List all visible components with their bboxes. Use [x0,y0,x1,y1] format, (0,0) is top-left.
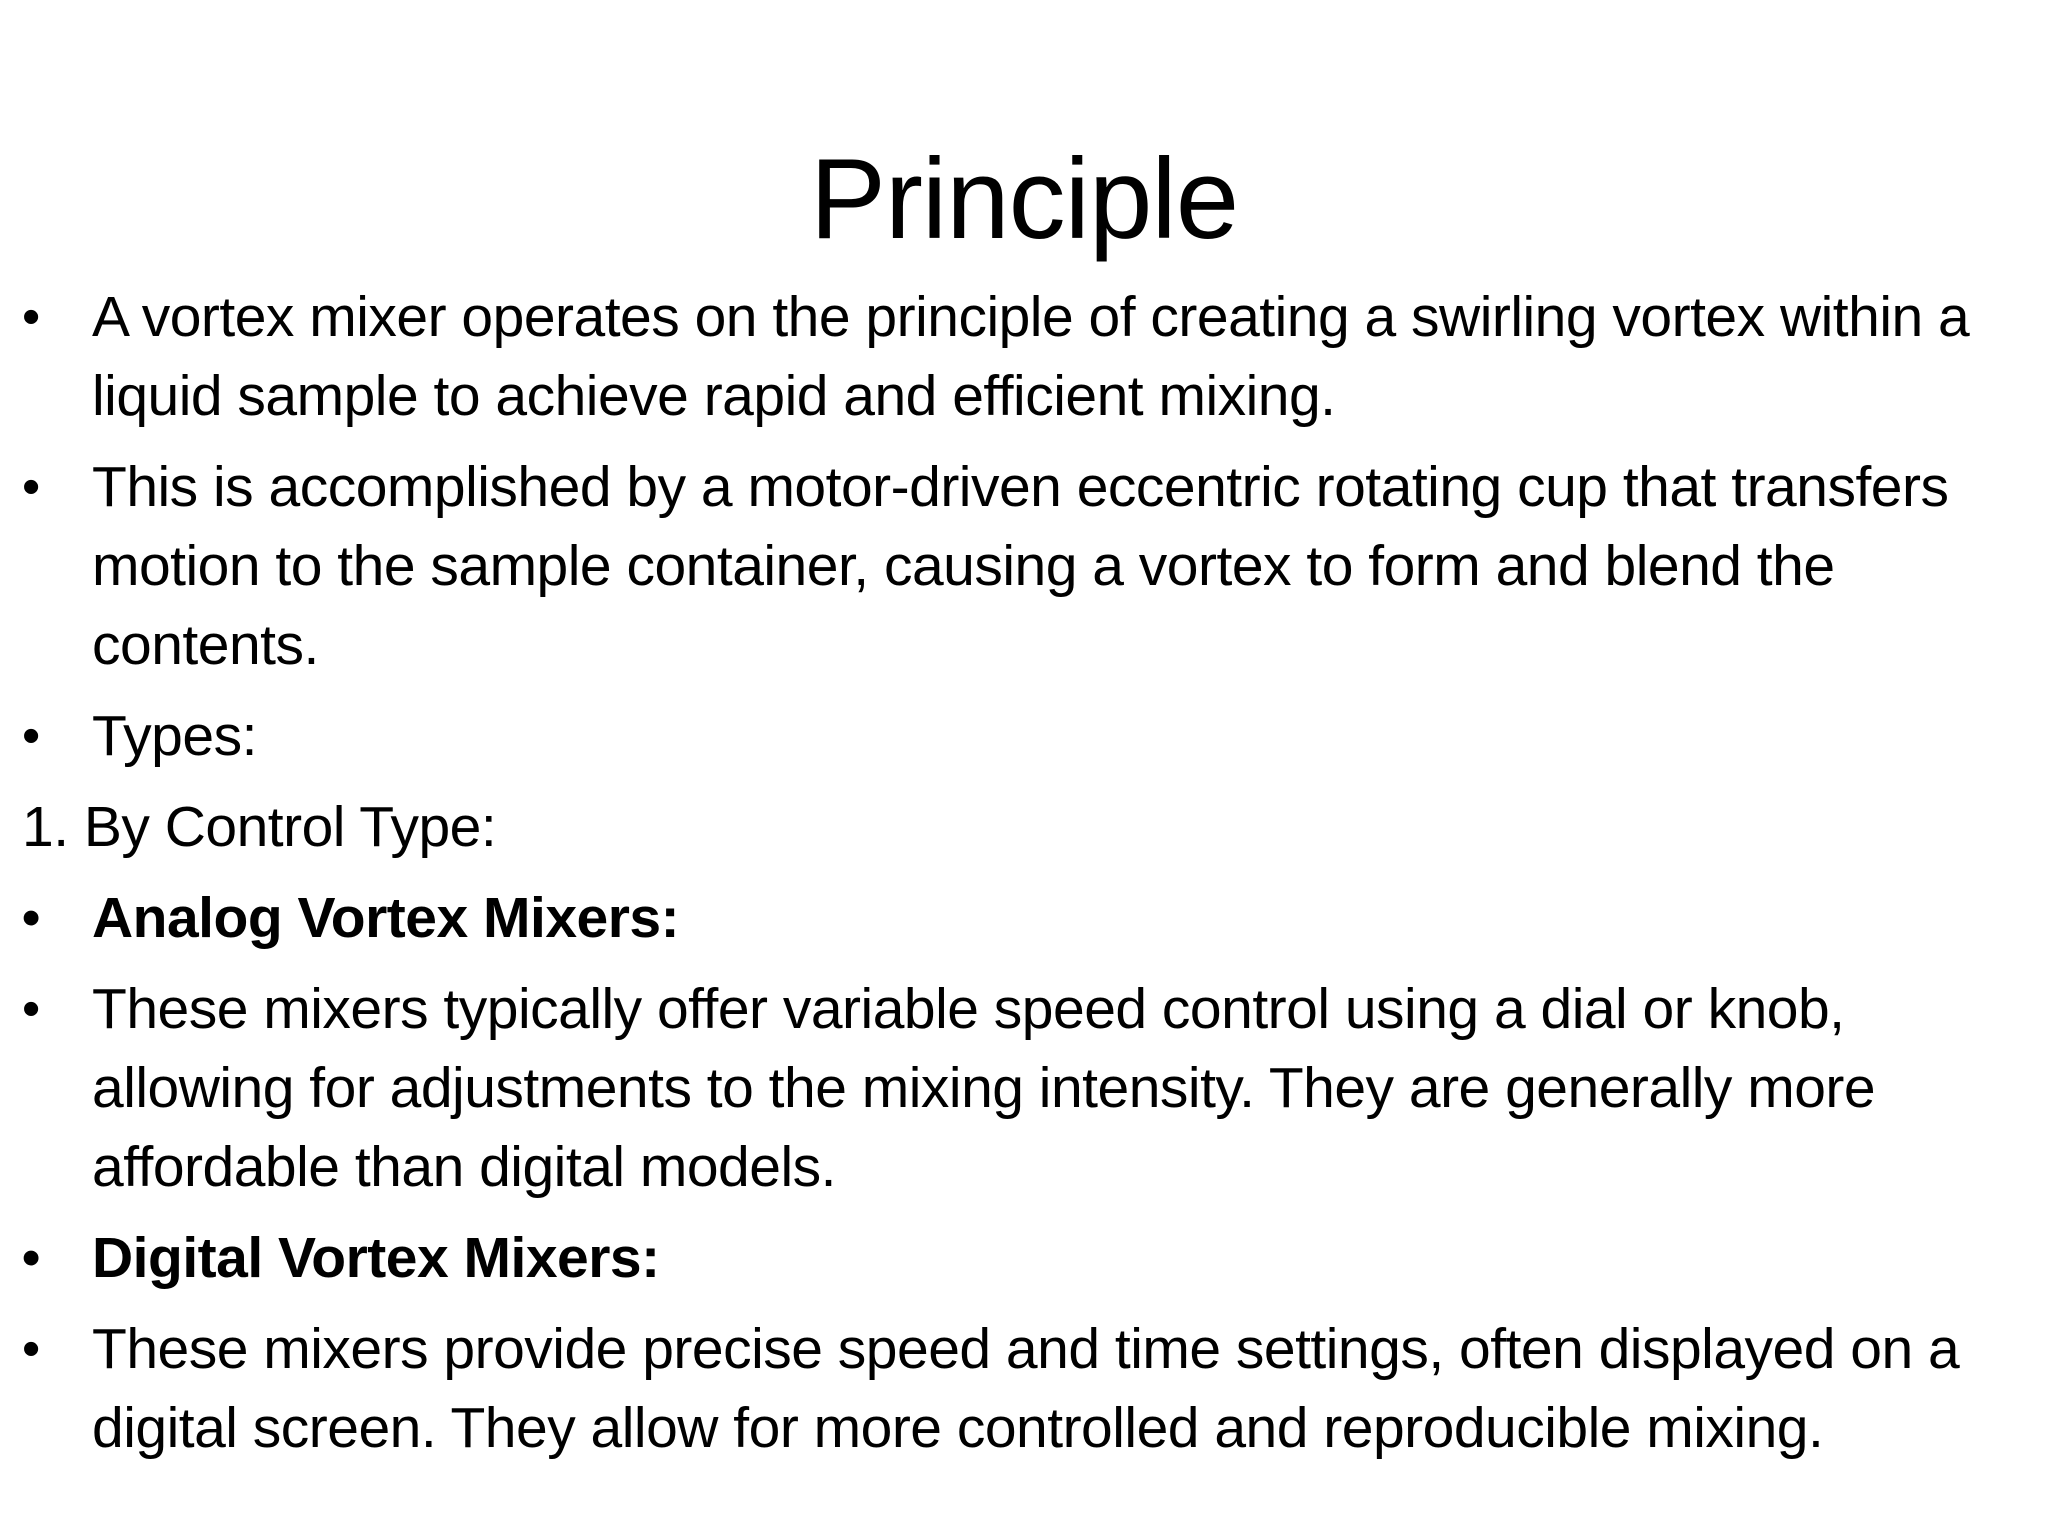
slide-title: Principle [809,136,1239,263]
list-item: • A vortex mixer operates on the principle of creating a swirling vortex within a liquid sample to achieve rapid and efficient mixing. [22,278,2032,436]
list-item: • Types: [22,697,2032,776]
list-item: • This is accomplished by a motor-driven eccentric rotating cup that transfers motion to the sample container, causing a vortex to form and blend the contents. [22,448,2032,685]
list-item: • Digital Vortex Mixers: [22,1219,2032,1298]
slide-content [22,278,2032,1480]
list-item: • Analog Vortex Mixers: [22,879,2032,958]
list-item: • These mixers provide precise speed and time settings, often displayed on a digital screen. They allow for more controlled and reproducible mixing. [22,1310,2032,1468]
list-item: 1. By Control Type: [22,795,497,859]
list-item: • These mixers typically offer variable speed control using a dial or knob, allowing for adjustments to the mixing intensity. They are generally more affordable than digital models. [22,970,2032,1207]
